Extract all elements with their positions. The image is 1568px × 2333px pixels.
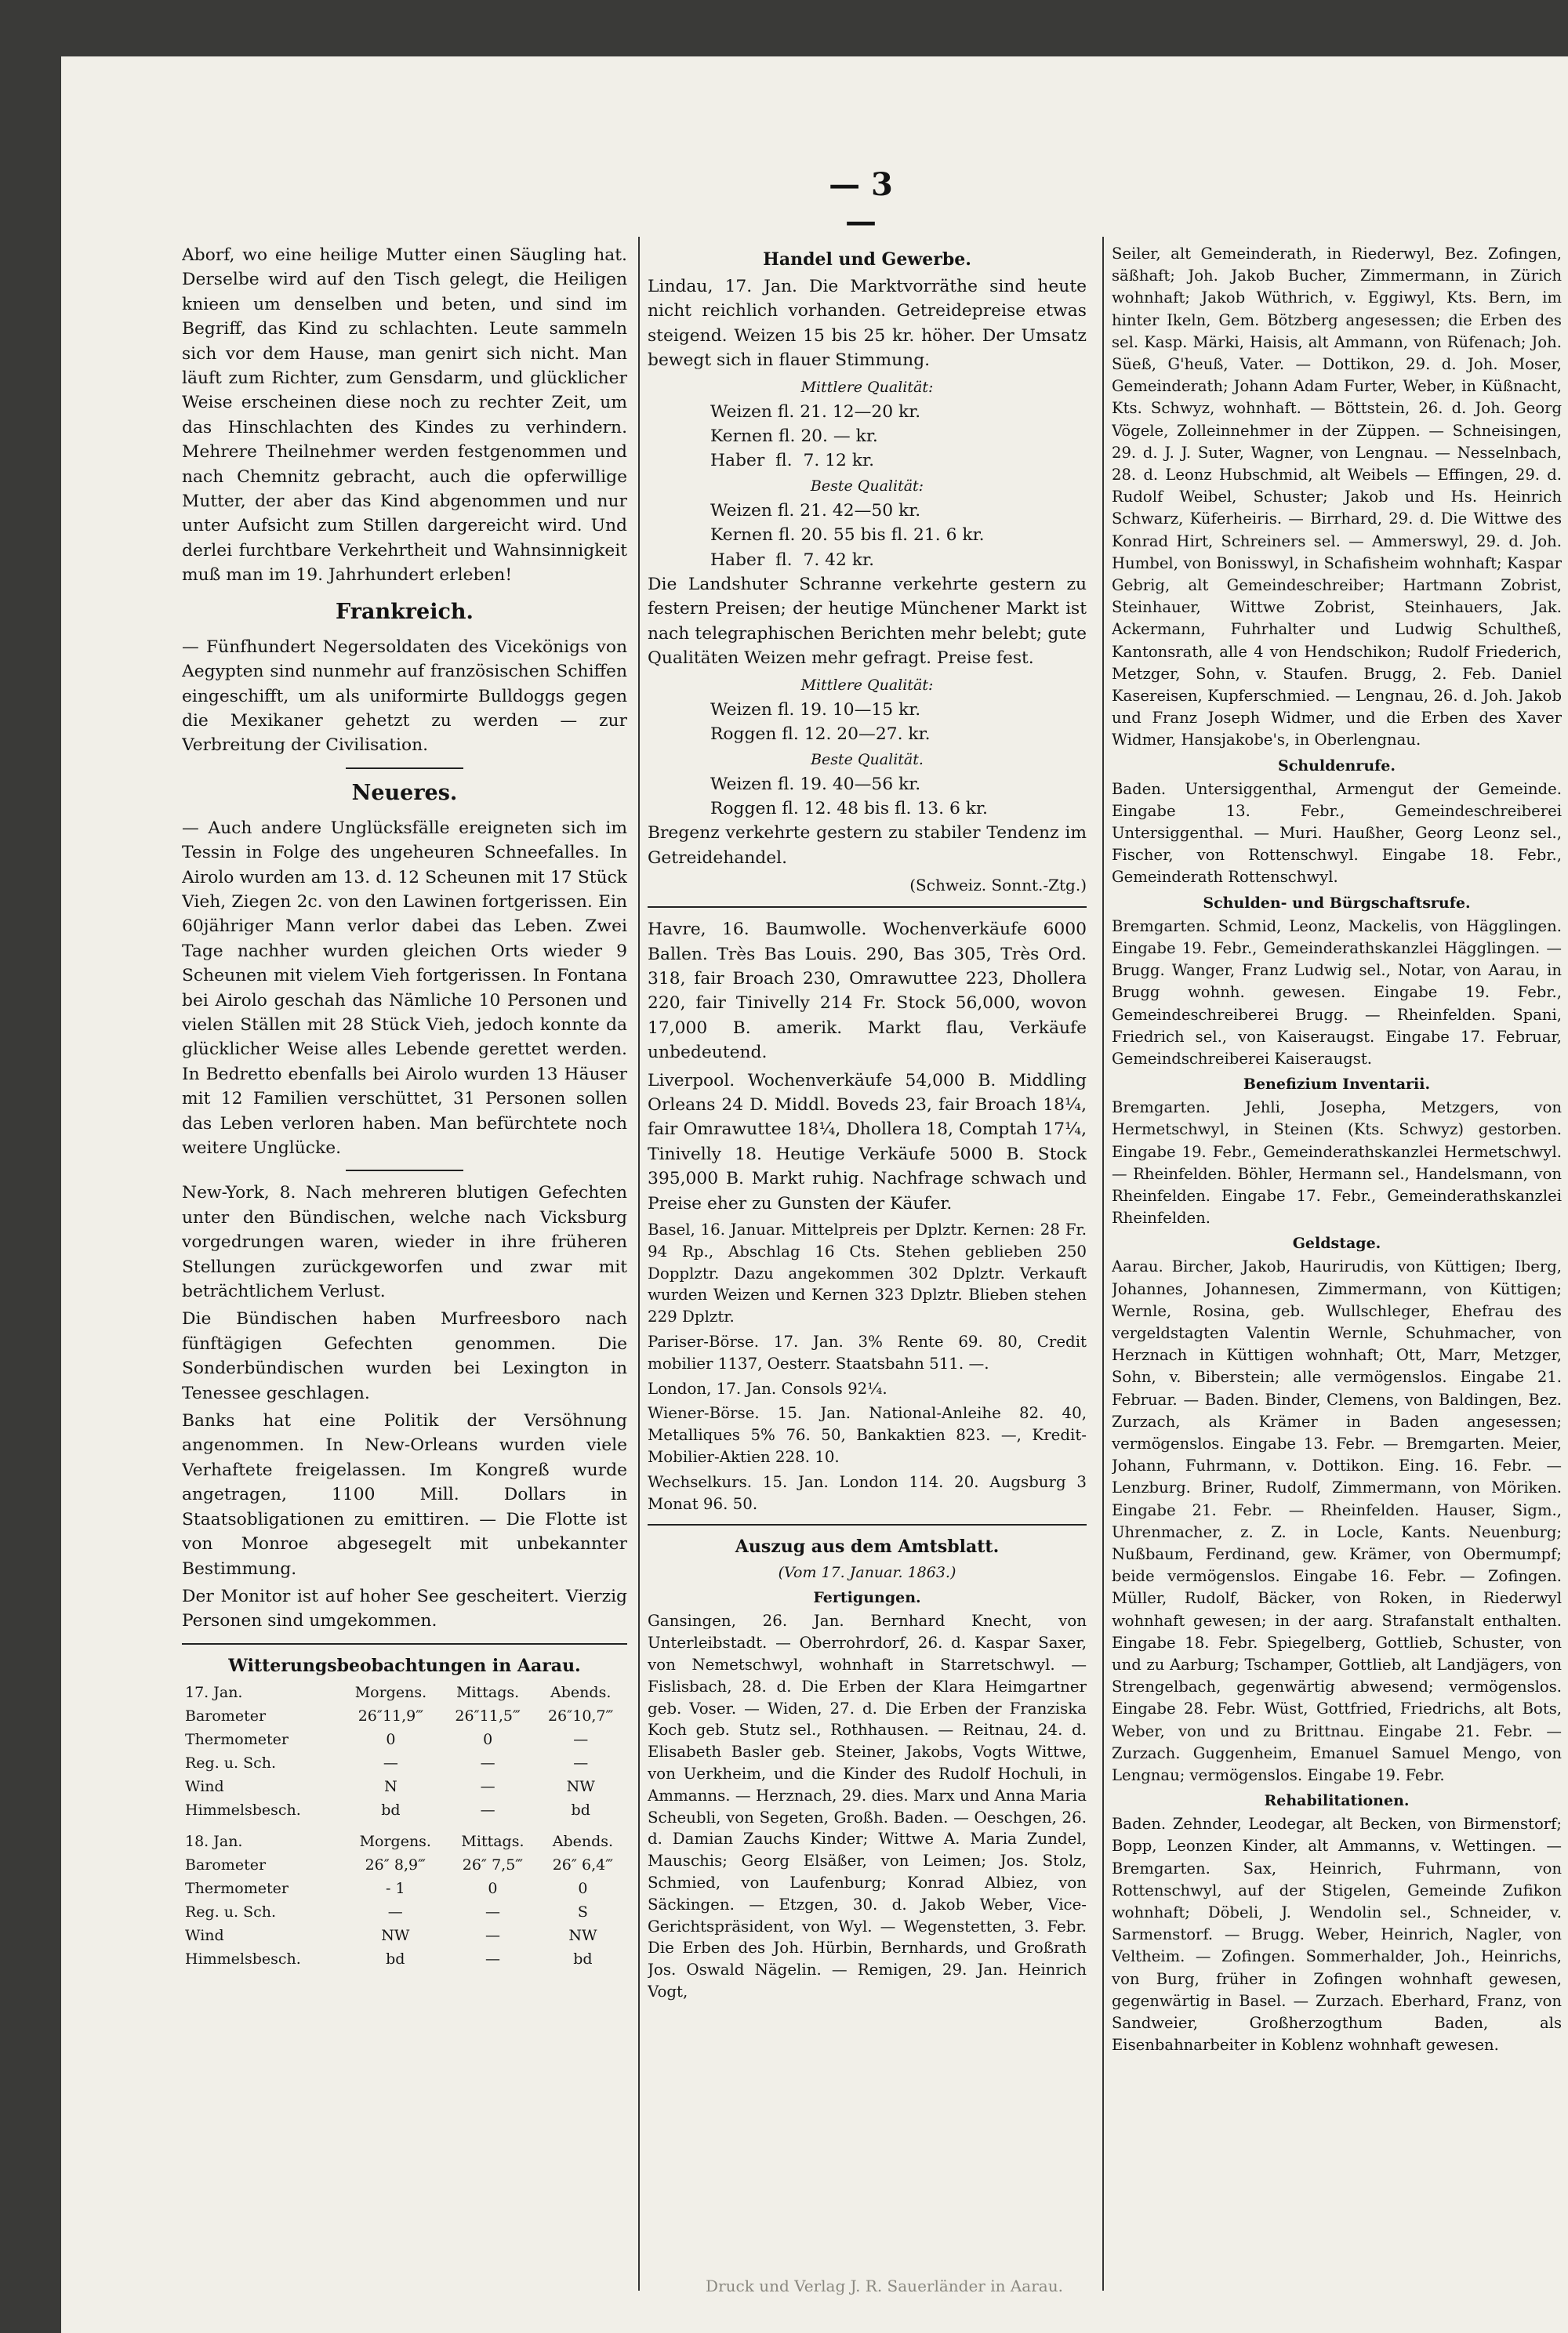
weather-title: Witterungsbeobachtungen in Aarau. [228,1655,581,1676]
weather-time-header: Mittags. [456,1683,520,1701]
weather-cell: 0 [488,1879,498,1897]
weather-row [182,1775,627,1798]
weather-cell: 0 [483,1730,493,1748]
price-line: Roggen fl. 12. 48 bis fl. 13. 6 kr. [710,798,988,818]
notice-text: Bremgarten. Schmid, Leonz, Mackelis, von Hägglingen. Eingabe 19. Febr., Gemeinderathskanzlei Hägglingen. — Brugg. Wanger, Franz Ludwig sel., Notar, von Aarau, in Brugg wohnh. gewesen. Eingabe 19. Febr., Gemeindeschreiberei Brugg. — Rheinfelden. Spani, Friedrich sel., von Kaiseraugst. Eingabe 17. Februar, Gemeindschreiberei Kaiseraugst. [1112,916,1562,1068]
weather-cell: — [387,1903,403,1921]
subheading-buergschaftsrufe: Schulden- und Bürgschaftsrufe. [1203,894,1471,912]
weather-cell: — [383,1754,398,1772]
price-line: Haber fl. 7. 42 kr. [710,550,875,570]
separator-line [648,906,1087,908]
notice-text: Seiler, alt Gemeinderath, in Riederwyl, Bez. Zofingen, säßhaft; Joh. Jakob Bucher, Zimmermann, in Zürich wohnhaft; Jakob Wüthrich, v. Eggiwyl, Kts. Bern, im hinter Ikeln, Gem. Bötzberg angesessen; die Erben des sel. Kasp. Märki, Haisis, alt Ammann, von Rüfenach; Joh. Süeß, G'heuß, Vater. — Dottikon, 29. d. Joh. Moser, Gemeinderath; Johann Adam Furter, Weber, in Küßnacht, Kts. Schwyz, wohnhaft. — Böttstein, 26. d. Joh. Georg Vögele, Zolleinnehmer in der Züppen. — Schneisingen, 29. d. J. J. Suter, Wagner, von Lengnau. — Nesselnbach, 28. d. Leonz Hubschmid, alt Weibels — Effingen, 29. d. Rudolf Weibel, Schuster; Jakob und Hs. Heinrich Schwarz, Küferheiris. — Birrhard, 29. d. Die Wittwe des Konrad Hirt, Schreiners sel. — Ammerswyl, 29. d. Joh. Humbel, von Bonisswyl, in Schafisheim wohnhaft; Kaspar Gebrig, alt Gemeindeschreiber; Hartmann Zobrist, Steinhauer, Wittwe Zobrist, Steinhauers, Jak. Ackermann, Fuhrhalter und Ludwig Schultheß, Kantonsrath, alle 4 von Hendschikon; Rudolf Friederich, Metzger, Sohn, v. Staufen. Brugg, 2. Feb. Daniel Kasereisen, Kupferschmied. — Lengnau, 26. d. Joh. Jakob und Franz Joseph Widmer, und die Erben des Xaver Widmer, Hansjakobe's, in Oberlengnau. [1112,245,1562,749]
weather-row [182,1924,627,1947]
weather-row [182,1853,627,1877]
weather-row-label: Thermometer [185,1879,289,1897]
price-line: Kernen fl. 20. 55 bis fl. 21. 6 kr. [710,525,985,546]
weather-time-header: Morgens. [359,1832,431,1850]
newspaper-page [61,56,1568,2333]
subheading-schuldenrufe: Schuldenrufe. [1277,757,1396,775]
price-line: Roggen fl. 12. 20—27. kr. [710,724,931,745]
weather-cell: 26″ 8,9‴ [365,1856,426,1874]
weather-cell: 26″11,5‴ [455,1707,521,1725]
market-report: Liverpool. Wochenverkäufe 54,000 B. Middling Orleans 24 D. Middl. Boveds 23, fair Broach 18¼, fair Omrawuttee 18¼, Dhollera 18, Comptah 17¼, Tinivelly 18. Heutige Verkäufe 5000 B. Stock 395,000 B. Markt ruhig. Nachfrage schwach und Preise eher zu Gunsten der Käufer. [648,1070,1087,1214]
market-report: London, 17. Jan. Consols 92¼. [648,1379,887,1398]
price-list [648,499,1087,572]
column-divider [638,237,640,2291]
weather-cell: — [485,1903,500,1921]
price-list [648,400,1087,473]
weather-row-label: Wind [185,1926,224,1944]
weather-row-label: Barometer [185,1707,267,1725]
weather-cell: — [485,1950,500,1968]
amtsblatt-date: (Vom 17. Januar. 1863.) [778,1564,956,1582]
market-report: Pariser-Börse. 17. Jan. 3% Rente 69. 80, Credit mobilier 1137, Oesterr. Staatsbahn 511. —. [648,1332,1087,1373]
weather-row-label: Reg. u. Sch. [185,1903,277,1921]
weather-time-header: Abends. [552,1832,614,1850]
column-right [1112,243,1562,2059]
market-report: Bregenz verkehrte gestern zu stabiler Tendenz im Getreidehandel. [648,823,1087,868]
source-credit: (Schweiz. Sonnt.-Ztg.) [909,876,1087,895]
weather-cell: NW [381,1926,410,1944]
weather-cell: bd [571,1801,590,1819]
weather-cell: — [485,1926,500,1944]
weather-observations [182,1681,627,1971]
article-paragraph: — Auch andere Unglücksfälle ereigneten sich im Tessin in Folge des ungeheuren Schneefalles. In Airolo wurden am 13. d. 12 Scheunen mit 17 Stück Vieh, Ziegen 2c. von den Lawinen fortgerissen. Ein 60jähriger Mann verlor dabei das Leben. Zwei Tage nachher wurden gleichen Orts wieder 9 Scheunen mit vielem Vieh fortgerissen. In Fontana bei Airolo geschah das Nämliche 10 Personen und vielen Ställen mit 28 Stück Vieh, jedoch konnte da glücklicher Weise alles Lebende gerettet werden. In Bedretto ebenfalls bei Airolo wurden 13 Häuser mit 12 Familien verschüttet, 31 Personen sollen das Leben verloren haben. Man befürchtete noch weitere Unglücke. [182,818,627,1158]
weather-cell: 26″ 6,4‴ [552,1856,614,1874]
market-report: Basel, 16. Januar. Mittelpreis per Dplztr. Kernen: 28 Fr. 94 Rp., Abschlag 16 Cts. Stehen geblieben 250 Dopplztr. Dazu angekommen 302 Dplztr. Verkauft wurden Weizen und Kernen 323 Dplztr. Blieben stehen 229 Dplztr. [648,1221,1087,1326]
weather-row-label: Himmelsbesch. [185,1801,301,1819]
weather-cell: — [573,1754,589,1772]
article-paragraph: Aborf, wo eine heilige Mutter einen Säugling hat. Derselbe wird auf den Tisch gelegt, die Heiligen knieen um denselben und beten, und sind im Begriff, das Kind zu schlachten. Leute sammeln sich vor dem Hause, man genirt sich nicht. Man läuft zum Richter, zum Gensdarm, und glücklicher Weise erscheinen diese noch zu rechter Zeit, um das Hinschlachten des Kindes zu verhindern. Mehrere Theilnehmer werden festgenommen und nach Chemnitz gebracht, auch die opferwillige Mutter, der aber das Kind abgenommen und nur unter Aufsicht zum Stillen dargereicht wird. Und derlei furchtbare Verkehrtheit und Wahnsinnigkeit muß man im 19. Jahrhundert erleben! [182,245,627,586]
price-list [648,698,1087,747]
weather-cell: — [480,1801,495,1819]
weather-row-label: Barometer [185,1856,267,1874]
section-heading-handel: Handel und Gewerbe. [763,249,971,270]
weather-cell: bd [573,1950,593,1968]
weather-row [182,1704,627,1728]
column-divider [1102,237,1104,2291]
market-report: Lindau, 17. Jan. Die Marktvorräthe sind heute nicht reichlich vorhanden. Getreidepreise etwas steigend. Weizen 15 bis 25 kr. höher. Der Umsatz bewegt sich in flauer Stimmung. [648,277,1087,371]
price-line: Haber fl. 7. 12 kr. [710,451,875,471]
weather-row [182,1728,627,1751]
market-report: Havre, 16. Baumwolle. Wochenverkäufe 6000 Ballen. Très Bas Louis. 290, Bas 305, Très Ord. 318, fair Broach 230, Omrawuttee 223, Dhollera 220, fair Tinivelly 214 Fr. Stock 56,000, wovon 17,000 B. amerik. Markt flau, Verkäufe unbedeutend. [648,920,1087,1063]
page-number: — 3 — [829,166,893,240]
subheading-rehabilitationen: Rehabilitationen. [1264,1792,1410,1810]
weather-day: 18. Jan. [185,1832,243,1850]
price-line: Weizen fl. 19. 10—15 kr. [710,699,921,720]
subheading-fertigungen: Fertigungen. [813,1589,921,1607]
quality-label: Mittlere Qualität: [800,676,934,694]
subheading-geldstage: Geldstage. [1292,1235,1381,1253]
weather-time-header: Abends. [550,1683,612,1701]
weather-row-label: Reg. u. Sch. [185,1754,277,1772]
price-line: Weizen fl. 21. 12—20 kr. [710,401,921,422]
weather-day: 17. Jan. [185,1683,243,1701]
quality-label: Beste Qualität: [810,477,924,495]
article-paragraph: Der Monitor ist auf hoher See gescheitert. Vierzig Personen sind umgekommen. [182,1586,627,1631]
separator-line [182,1643,627,1645]
weather-cell: — [480,1754,495,1772]
weather-cell: 26″11,9‴ [358,1707,424,1725]
weather-cell: — [573,1730,589,1748]
weather-row [182,1798,627,1822]
section-heading-amtsblatt: Auszug aus dem Amtsblatt. [735,1537,1000,1558]
weather-cell: bd [381,1801,401,1819]
market-report: Die Landshuter Schranne verkehrte gestern zu festern Preisen; der heutige Münchener Markt ist nach telegraphischen Berichten mehr belebt; gute Qualitäten Weizen mehr gefragt. Preise fest. [648,575,1087,669]
weather-cell: S [577,1903,588,1921]
weather-cell: - 1 [385,1879,405,1897]
quality-label: Beste Qualität. [811,750,924,768]
weather-time-header: Mittags. [461,1832,524,1850]
weather-cell: 0 [578,1879,588,1897]
weather-cell: 26″ 7,5‴ [462,1856,524,1874]
price-line: Weizen fl. 19. 40—56 kr. [710,774,921,794]
weather-time-header: Morgens. [354,1683,427,1701]
weather-cell: 26″10,7‴ [547,1707,614,1725]
notice-text: Bremgarten. Jehli, Josepha, Metzgers, von Hermetschwyl, in Steinen (Kts. Schwyz) gestorben. Eingabe 19. Febr., Gemeinderathskanzlei Hermetschwyl. — Rheinfelden. Böhler, Hermann sel., Handelsmann, von Rheinfelden. Eingabe 17. Febr., Gemeinderathskanzlei Rheinfelden. [1112,1098,1562,1228]
weather-table [182,1681,627,1822]
market-report: Wiener-Börse. 15. Jan. National-Anleihe 82. 40, Metalliques 5% 76. 50, Bankaktien 823. —, Kredit-Mobilier-Aktien 228. 10. [648,1404,1087,1466]
notice-text: Aarau. Bircher, Jakob, Haurirudis, von Küttigen; Iberg, Johannes, Johannesen, Zimmermann, von Küttigen; Wernle, Rosina, geb. Wullschleger, Ehefrau des vergeldstagten Valentin Wernle, Schuhmacher, von Herznach in Küttigen wohnhaft; Ott, Marr, Metzger, Sohn, v. Biberstein; alle vermögenslos. Eingabe 21. Februar. — Baden. Binder, Clemens, von Baldingen, Bez. Zurzach, als Krämer in Baden angesessen; vermögenslos. Eingabe 13. Febr. — Bremgarten. Meier, Johann, Fuhrmann, v. Dottikon. Eing. 16. Febr. — Lenzburg. Briner, Rudolf, Zimmermann, von Möriken. Eingabe 21. Febr. — Rheinfelden. Hauser, Sigm., Uhrenmacher, z. Z. in Locle, Kants. Neuenburg; Nußbaum, Ferdinand, gew. Krämer, von Obermumpf; beide vermögenslos. Eingabe 16. Febr. — Zofingen. Müller, Rudolf, Bäcker, von Roken, in Riederwyl wohnhaft gewesen; in der aarg. Strafanstalt enthalten. Eingabe 18. Febr. Spiegelberg, Gottlieb, Schuster, von und zu Aarburg; Tschamper, Gottlieb, alt Landjägers, von Strengelbach, gegenwärtig abwesend; vermögenslos. Eingabe 28. Febr. Wüst, Gottfried, Friedrichs, alt Bots, Weber, von und zu Brittnau. Eingabe 21. Febr. — Zurzach. Guggenheim, Emanuel Samuel Mengo, von Lengnau; vermögenslos. Eingabe 19. Febr. [1112,1257,1562,1784]
weather-row [182,1877,627,1900]
price-line: Kernen fl. 20. — kr. [710,426,878,447]
weather-table [182,1830,627,1971]
section-heading-neueres: Neueres. [351,780,458,805]
weather-row [182,1900,627,1924]
section-heading-frankreich: Frankreich. [336,599,474,624]
notice-text: Baden. Untersiggenthal, Armengut der Gemeinde. Eingabe 13. Febr., Gemeindeschreiberei Untersiggenthal. — Muri. Haußher, Georg Leonz sel., Fischer, von Rottenschwyl. Eingabe 18. Febr., Gemeinderath Rottenschwyl. [1112,779,1562,887]
market-report: Wechselkurs. 15. Jan. London 114. 20. Augsburg 3 Monat 96. 50. [648,1472,1087,1513]
column-left [182,243,627,1979]
price-list [648,772,1087,822]
article-paragraph: New-York, 8. Nach mehreren blutigen Gefechten unter den Bündischen, welche nach Vicksburg vorgedrungen waren, wieder in ihre früheren Stellungen zurückgeworfen und zwar mit beträchtlichem Verlust. [182,1183,627,1302]
quality-label: Mittlere Qualität: [800,378,934,396]
weather-row-label: Himmelsbesch. [185,1950,301,1968]
subheading-inventarii: Benefizium Inventarii. [1243,1076,1431,1094]
notice-text: Baden. Zehnder, Leodegar, alt Becken, von Birmenstorf; Bopp, Leonzen Kinder, alt Ammanns, v. Wettingen. — Bremgarten. Sax, Heinrich, Fuhrmann, von Rottenschwyl, auf der Stigelen, Gemeinde Zufikon wohnhaft; Döbeli, J. Wendolin sel., Schneider, v. Sarmenstorf. — Brugg. Weber, Heinrich, Nagler, von Veltheim. — Zofingen. Sommerhalder, Joh., Heinrichs, von Burg, früher in Zofingen wohnhaft gewesen, gegenwärtig in Basel. — Zurzach. Eberhard, Franz, von Sandweier, Großherzogthum Baden, als Eisenbahnarbeiter in Koblenz wohnhaft gewesen. [1112,1815,1562,2055]
column-middle [648,243,1087,2006]
article-paragraph: — Fünfhundert Negersoldaten des Vicekönigs von Aegypten sind nunmehr auf französischen Schiffen eingeschifft, um als uniformirte Bulldoggs gegen die Mexikaner gehetzt zu werden — zur Verbreitung der Civilisation. [182,637,627,756]
weather-row [182,1947,627,1971]
article-paragraph: Banks hat eine Politik der Versöhnung angenommen. In New-Orleans wurden viele Verhaftete freigelassen. Im Kongreß wurde angetragen, 1100 Mill. Dollars in Staatsobligationen zu emittiren. — Die Flotte ist von Monroe abgesegelt mit unbekannter Bestimmung. [182,1411,627,1579]
separator-line [346,767,463,769]
weather-cell: — [480,1777,495,1795]
weather-cell: bd [386,1950,405,1968]
separator-line [346,1170,463,1171]
printer-imprint: Druck und Verlag J. R. Sauerländer in Aarau. [706,2277,1063,2295]
weather-row-label: Wind [185,1777,224,1795]
weather-cell: N [384,1777,397,1795]
weather-row [182,1751,627,1775]
weather-cell: NW [566,1777,595,1795]
weather-cell: 0 [386,1730,396,1748]
weather-cell: NW [568,1926,597,1944]
article-paragraph: Die Bündischen haben Murfreesboro nach fünftägigen Gefechten genommen. Die Sonderbündischen wurden bei Lexington in Tenessee geschlagen. [182,1309,627,1403]
separator-line [648,1524,1087,1526]
price-line: Weizen fl. 21. 42—50 kr. [710,500,921,521]
weather-row-label: Thermometer [185,1730,289,1748]
notice-text: Gansingen, 26. Jan. Bernhard Knecht, von Unterleibstadt. — Oberrohrdorf, 26. d. Kaspar Saxer, von Nemetschwyl, wohnhaft in Starretschwyl. — Fislisbach, 28. d. Die Erben der Klara Heimgartner geb. Voser. — Widen, 27. d. Die Erben der Franziska Koch geb. Stutz sel., Rothhausen. — Reitnau, 24. d. Elisabeth Basler geb. Steiner, Jakobs, Vogts Wittwe, von Uerkheim, und die Kinder des Rudolf Hochuli, in Ammanns. — Herznach, 29. dies. Marx und Anna Maria Scheubli, von Segeten, Großh. Baden. — Oeschgen, 26. d. Damian Zauchs Kinder; Wittwe A. Maria Zundel, Mauschis; Georg Elsäßer, von Leimen; Jos. Stolz, Schmied, von Laufenburg; Konrad Albiez, von Säckingen. — Etzgen, 30. d. Jakob Weber, Vice-Gerichtspräsident, von Wyl. — Wegenstetten, 3. Febr. Die Erben des Joh. Hürbin, Bernhards, und Großrath Jos. Oswald Nägelin. — Remigen, 29. Jan. Heinrich Vogt, [648,1612,1087,2001]
